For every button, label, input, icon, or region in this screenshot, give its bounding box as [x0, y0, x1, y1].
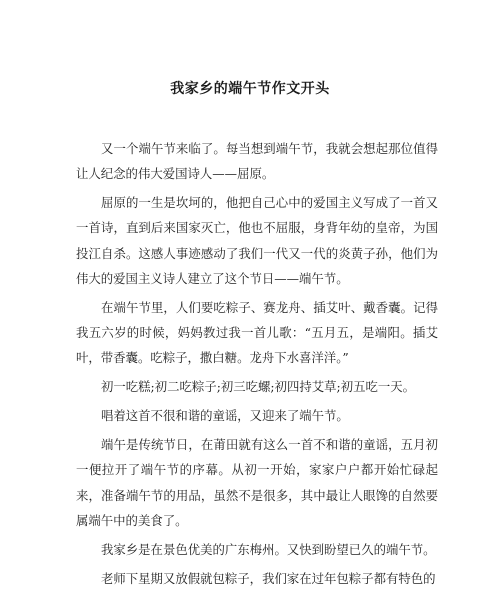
paragraph-6: 端午是传统节日，在莆田就有这么一首不和谐的童谣，五月初一便拉开了端午节的序幕。从初一开始，家家户户都开始忙碌起来，准备端午节的用品，虽然不是很多，其中最让人眼馋的自然要属端午中的美食了。 — [76, 437, 438, 528]
paragraph-3: 在端午节里，人们要吃粽子、赛龙舟、插艾叶、戴香囊。记得我五六岁的时候，妈妈教过我一首儿歌：“五月五，是端阳。插艾叶，带香囊。吃粽子，撒白糖。龙舟下水喜洋洋。” — [76, 299, 438, 366]
paragraph-5: 唱着这首不很和谐的童谣，又迎来了端午节。 — [101, 408, 349, 424]
paragraph-8: 老师下星期又放假就包粽子，我们家在过年包粽子都有特色的 — [101, 570, 436, 586]
paragraph-7: 我家乡是在景色优美的广东梅州。又快到盼望已久的端午节。 — [101, 541, 436, 557]
document-body — [76, 136, 438, 595]
paragraph-2: 屈原的一生是坎坷的，他把自己心中的爱国主义写成了一首又一首诗，直到后来国家灭亡，他也不屈服，身背年幼的皇帝，为国投江自杀。这感人事迹感动了我们一代又一代的炎黄子孙，他们为伟大的爱国主义诗人建立了这个节日——端午节。 — [76, 195, 438, 286]
paragraph-1: 又一个端午节来临了。每当想到端午节，我就会想起那位值得让人纪念的伟大爱国诗人——屈原。 — [76, 141, 438, 182]
paragraph-4: 初一吃糕;初二吃粽子;初三吃螺;初四持艾草;初五吃一天。 — [101, 379, 416, 395]
document-title: 我家乡的端午节作文开头 — [170, 81, 330, 97]
